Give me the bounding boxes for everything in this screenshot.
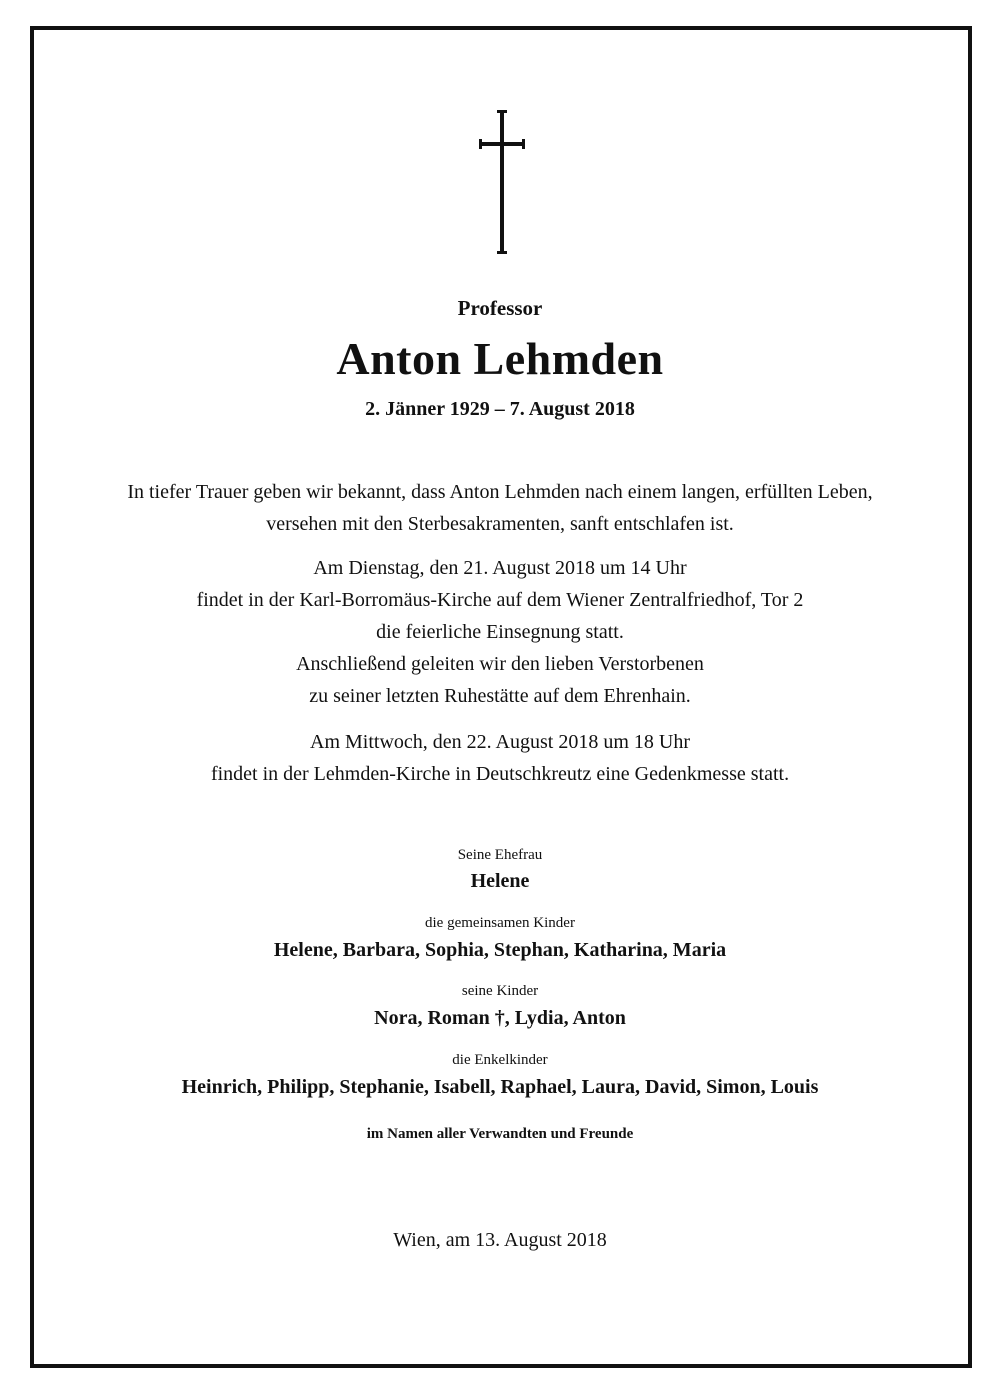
grandchildren-label: die Enkelkinder xyxy=(452,1052,548,1068)
wife-label: Seine Ehefrau xyxy=(457,847,543,863)
deceased-name: Anton Lehmden xyxy=(336,333,664,384)
text-line: In tiefer Trauer geben wir bekannt, dass Anton Lehmden nach einem langen, erfüllten Leben, xyxy=(127,481,873,503)
common-children-names: Helene, Barbara, Sophia, Stephan, Katharina, Maria xyxy=(273,939,727,961)
closing-line: im Namen aller Verwandten und Freunde xyxy=(366,1126,634,1142)
text-line: die feierliche Einsegnung statt. xyxy=(376,621,624,643)
text-line: zu seiner letzten Ruhestätte auf dem Ehrenhain. xyxy=(309,685,691,707)
life-dates: 2. Jänner 1929 – 7. August 2018 xyxy=(365,398,635,420)
text-line: findet in der Karl-Borromäus-Kirche auf dem Wiener Zentralfriedhof, Tor 2 xyxy=(196,589,804,611)
funeral-paragraph xyxy=(0,552,1000,712)
grandchildren-names: Heinrich, Philipp, Stephanie, Isabell, Raphael, Laura, David, Simon, Louis xyxy=(181,1076,819,1098)
own-children-label: seine Kinder xyxy=(461,983,539,999)
text-line: Am Mittwoch, den 22. August 2018 um 18 Uhr xyxy=(310,731,690,753)
text-line: Am Dienstag, den 21. August 2018 um 14 Uhr xyxy=(313,557,687,579)
text-line: findet in der Lehmden-Kirche in Deutschkreutz eine Gedenkmesse statt. xyxy=(210,763,790,785)
text-line: versehen mit den Sterbesakramenten, sanft entschlafen ist. xyxy=(266,513,734,535)
common-children-label: die gemeinsamen Kinder xyxy=(425,915,575,931)
honorific-title: Professor xyxy=(457,296,543,320)
own-children-names: Nora, Roman †, Lydia, Anton xyxy=(374,1007,626,1029)
place-and-date: Wien, am 13. August 2018 xyxy=(393,1229,607,1251)
announcement-paragraph-1 xyxy=(0,476,1000,540)
memorial-mass-paragraph xyxy=(0,726,1000,790)
cross-icon xyxy=(477,108,527,256)
text-line: Anschließend geleiten wir den lieben Verstorbenen xyxy=(296,653,704,675)
wife-name: Helene xyxy=(470,870,530,892)
